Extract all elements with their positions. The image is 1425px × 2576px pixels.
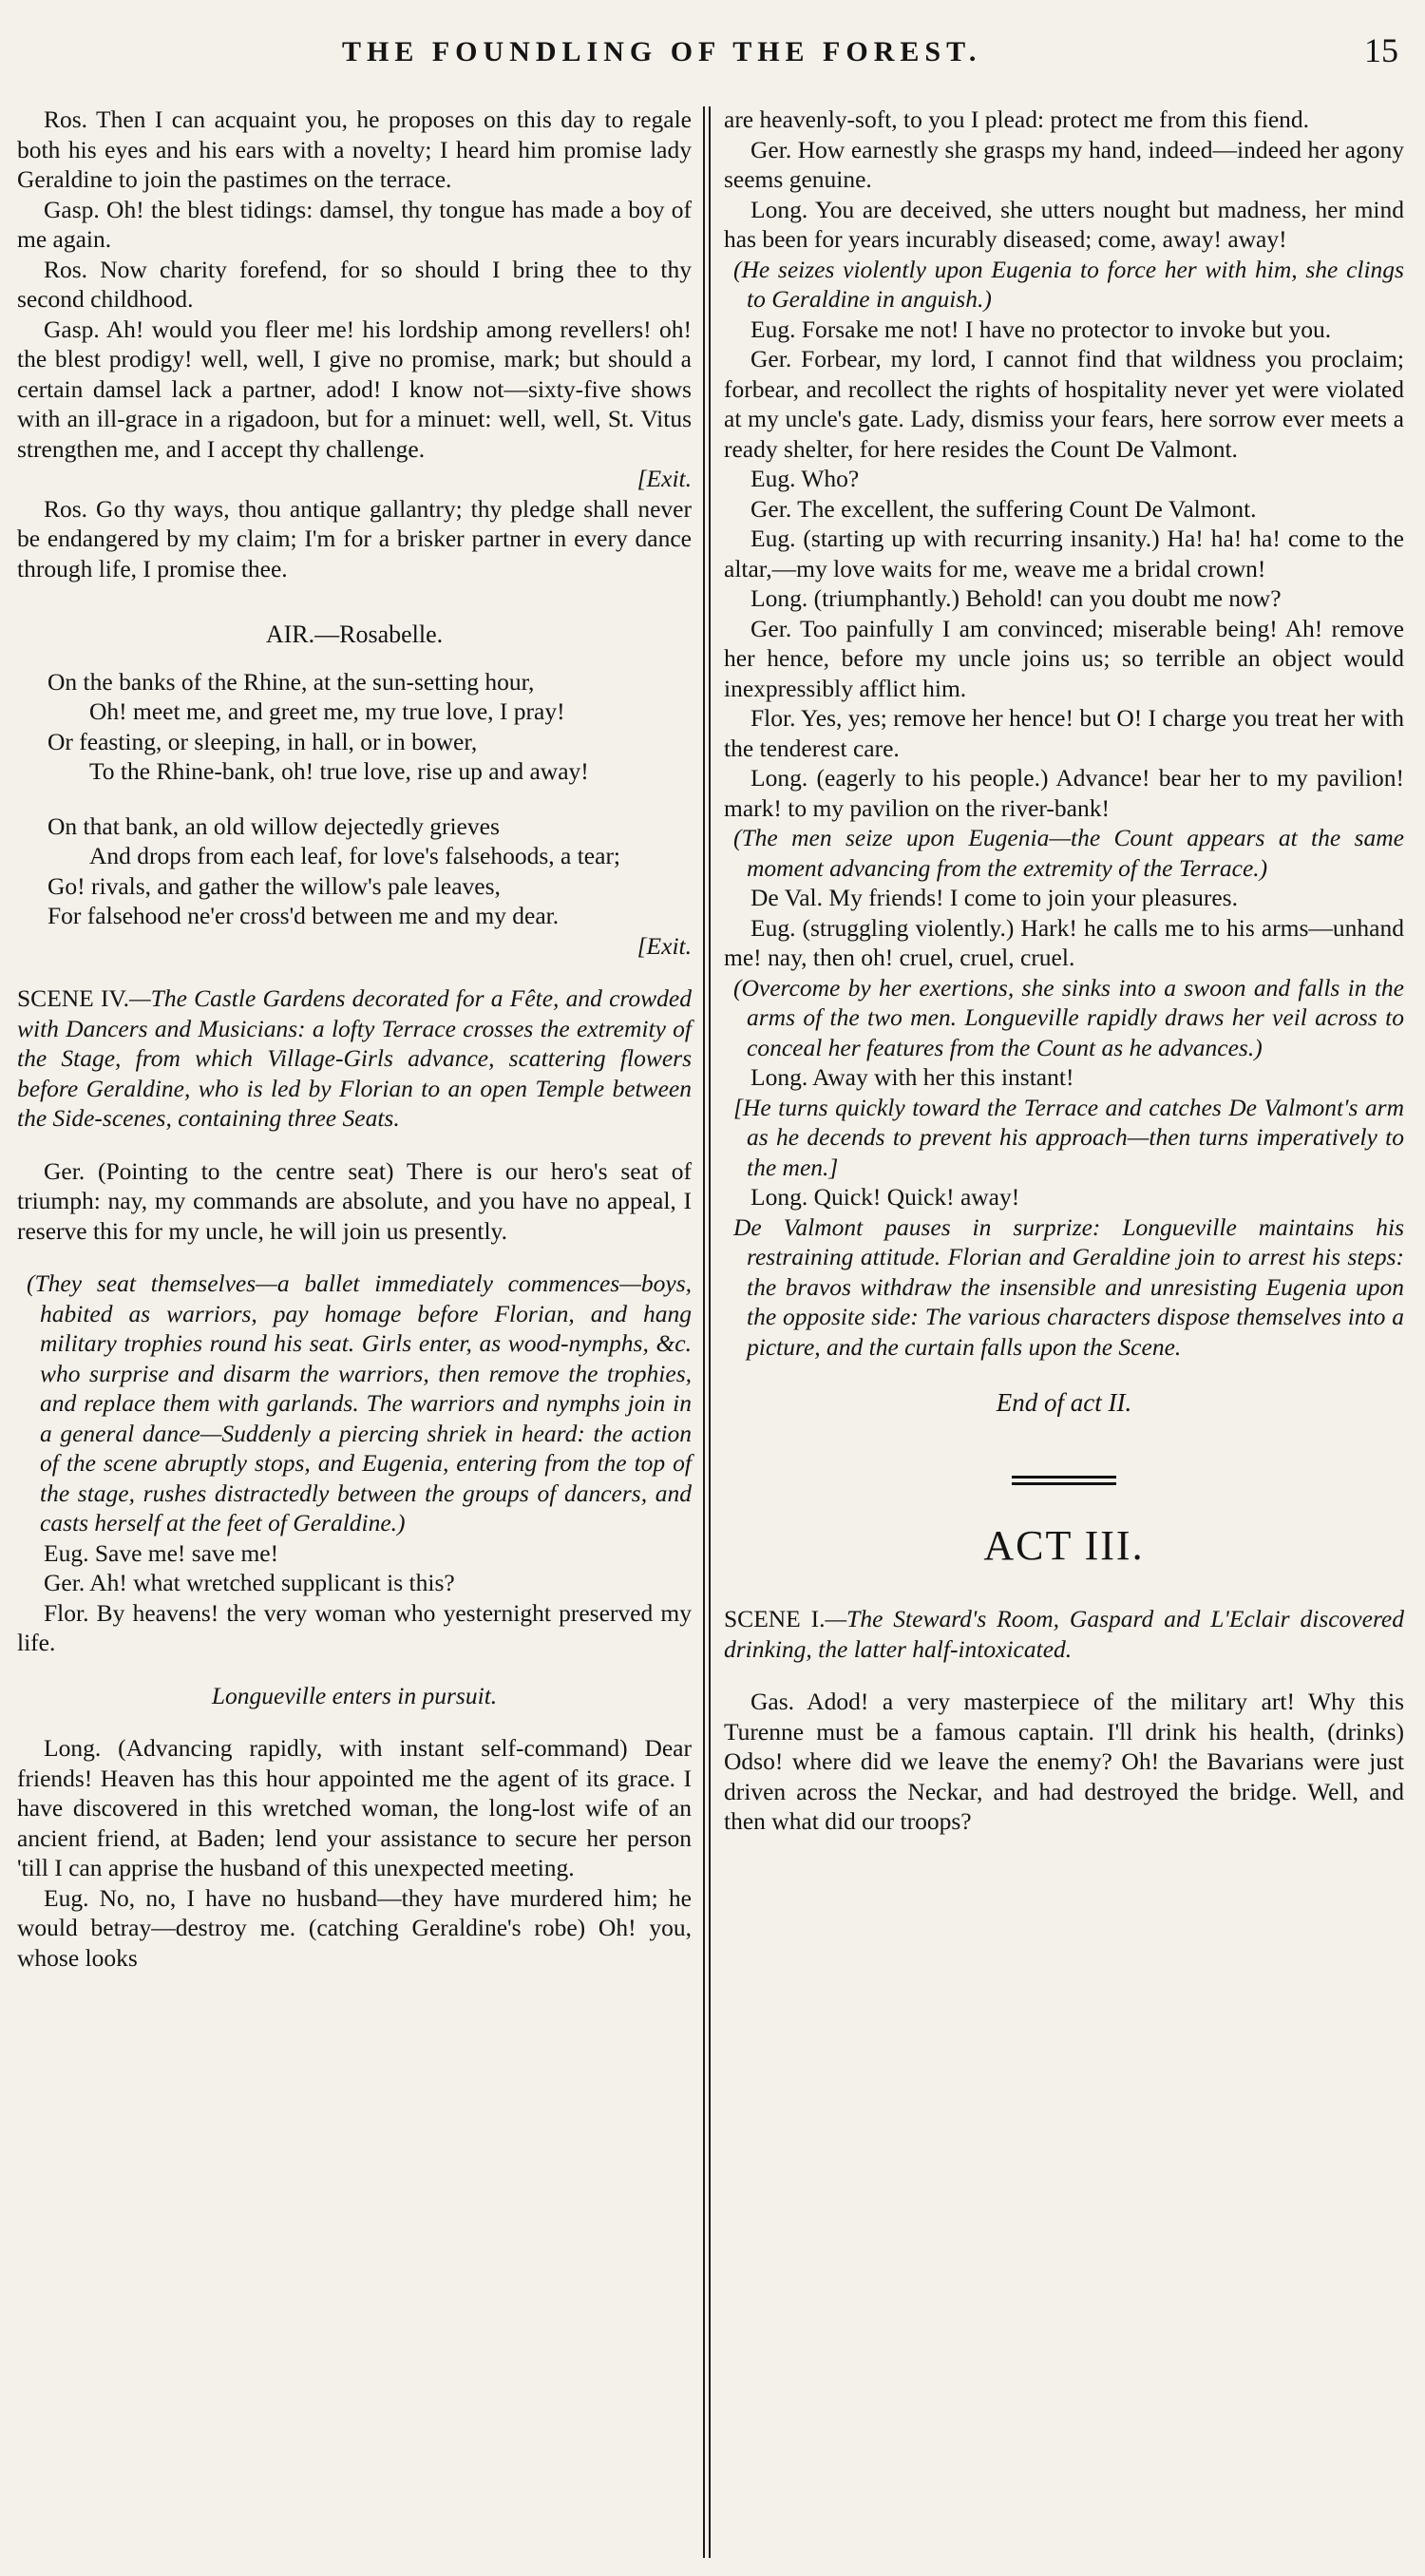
- dialogue-line: Long. (eagerly to his people.) Advance! bear her to my pavilion! mark! to my pavilion on the river-bank!: [724, 764, 1404, 822]
- stage-direction: (They seat themselves—a ballet immediately commences—boys, habited as warriors, pay homage before Florian, and hang military trophies round his seat. Girls enter, as wood-nymphs, &c. who surprise and disarm the warriors, then remove the trophies, and replace them with garlands. The warriors and nymphs join in a general dance—Suddenly a piercing shriek in heard: the action of the scene abruptly stops, and Eugenia, entering from the top of the stage, rushes distractedly between the groups of dancers, and casts herself at the feet of Geraldine.): [27, 1269, 692, 1536]
- verse-line: And drops from each leaf, for love's falsehoods, a tear;: [89, 842, 621, 869]
- act-title: ACT III.: [983, 1521, 1145, 1569]
- stage-direction: (Overcome by her exertions, she sinks into a swoon and falls in the arms of the two men. Longueville rapidly draws her veil across to conceal her features from the Count as he advances.): [733, 973, 1404, 1061]
- scene-heading: [724, 1604, 1404, 1664]
- end-of-act: End of act II.: [996, 1388, 1132, 1417]
- dialogue-line: Ger. Too painfully I am convinced; miserable being! Ah! remove her hence, before my uncle joins us; so terrible an object would inexpressibly afflict him.: [724, 614, 1404, 702]
- exit-direction: [Exit.: [636, 931, 692, 960]
- right-column: [724, 105, 1404, 1837]
- dialogue-line: Eug. (starting up with recurring insanity.) Ha! ha! ha! come to the altar,—my love waits for me, weave me a bridal crown!: [724, 525, 1404, 582]
- left-column: [17, 105, 692, 1973]
- dialogue-line: Eug. Who?: [750, 465, 860, 492]
- dialogue-line: Flor. By heavens! the very woman who yesternight preserved my life.: [17, 1598, 692, 1656]
- dialogue-line: Ros. Go thy ways, thou antique gallantry; thy pledge shall never be endangered by my claim; I'm for a brisker partner in every dance through life, I promise thee.: [17, 494, 692, 582]
- verse-line: Go! rivals, and gather the willow's pale leaves,: [48, 871, 501, 900]
- verse-line: On that bank, an old willow dejectedly grieves: [48, 811, 500, 840]
- scene-number: SCENE I.: [724, 1605, 826, 1632]
- dialogue-line: Flor. Yes, yes; remove her hence! but O! I charge you treat her with the tenderest care.: [724, 704, 1404, 762]
- air-title: AIR.—Rosabelle.: [265, 620, 444, 648]
- dialogue-line: Eug. Forsake me not! I have no protector to invoke but you.: [750, 315, 1332, 343]
- stage-direction: (He seizes violently upon Eugenia to force her with him, she clings to Geraldine in anguish.): [733, 255, 1404, 313]
- stage-direction: (The men seize upon Eugenia—the Count appears at the same moment advancing from the extremity of the Terrace.): [733, 824, 1404, 882]
- verse-line: Oh! meet me, and greet me, my true love, I pray!: [89, 697, 565, 725]
- dialogue-line: Ros. Now charity forefend, for so should I bring thee to thy second childhood.: [17, 255, 692, 313]
- dialogue-line: Ger. How earnestly she grasps my hand, indeed—indeed her agony seems genuine.: [724, 135, 1404, 193]
- scene-heading: [17, 983, 692, 1134]
- ornamental-rule: [1012, 1476, 1116, 1485]
- dialogue-line: De Val. My friends! I come to join your pleasures.: [750, 884, 1238, 911]
- dialogue-line: Ger. The excellent, the suffering Count De Valmont.: [750, 494, 1257, 523]
- exit-direction: [Exit.: [636, 465, 692, 492]
- dialogue-line: Ger. Ah! what wretched supplicant is this?: [44, 1569, 455, 1596]
- dialogue-line: Long. You are deceived, she utters nought but madness, her mind has been for years incurably diseased; come, away! away!: [724, 195, 1404, 253]
- dialogue-line: Eug. (struggling violently.) Hark! he calls me to his arms—unhand me! nay, then oh! cruel, cruel, cruel.: [724, 913, 1404, 971]
- verse-line: Or feasting, or sleeping, in hall, or in bower,: [48, 727, 478, 755]
- dialogue-line: Gasp. Ah! would you fleer me! his lordship among revellers! oh! the blest prodigy! well, well, I give no promise, mark; but should a certain damsel lack a partner, adod! I know not—sixty-five shows with an ill-grace in a rigadoon, but for a minuet: well, well, St. Vitus strengthen me, and I accept thy challenge.: [17, 315, 692, 463]
- dialogue-line: Eug. Save me! save me!: [44, 1538, 279, 1567]
- scene-description: —The Steward's Room, Gaspard and L'Eclair discovered drinking, the latter half-intoxicated.: [724, 1605, 1404, 1663]
- page-header: [0, 30, 1425, 78]
- column-divider: [703, 106, 705, 2558]
- song-stanza: [17, 811, 692, 931]
- verse-line: On the banks of the Rhine, at the sun-setting hour,: [48, 667, 535, 696]
- page-number: 15: [1364, 31, 1398, 69]
- dialogue-line: Eug. No, no, I have no husband—they have murdered him; he would betray—destroy me. (catching Geraldine's robe) Oh! you, whose looks: [17, 1883, 692, 1972]
- running-title: THE FOUNDLING OF THE FOREST.: [342, 36, 982, 67]
- dialogue-line: Gasp. Oh! the blest tidings: damsel, thy tongue has made a boy of me again.: [17, 195, 692, 253]
- dialogue-line: Long. (triumphantly.) Behold! can you doubt me now?: [750, 584, 1282, 612]
- song-stanza: [17, 667, 692, 787]
- stage-direction: [He turns quickly toward the Terrace and catches De Valmont's arm as he decends to prevent his approach—then turns imperatively to the men.]: [733, 1093, 1404, 1181]
- dialogue-line: Ger. (Pointing to the centre seat) There is our hero's seat of triumph: nay, my commands are absolute, and you have no appeal, I reserve this for my uncle, he will join us presently.: [17, 1156, 692, 1245]
- dialogue-line: Gas. Adod! a very masterpiece of the military art! Why this Turenne must be a famous captain. I'll drink his health, (drinks) Odso! where did we leave the enemy? Oh! the Bavarians were just driven across the Neckar, and had destroyed the bridge. Well, and then what did our troops?: [724, 1688, 1404, 1835]
- column-divider: [709, 106, 711, 2558]
- dialogue-line: Long. Quick! Quick! away!: [750, 1183, 1020, 1211]
- verse-line: For falsehood ne'er cross'd between me and my dear.: [48, 902, 560, 929]
- dialogue-line: Ger. Forbear, my lord, I cannot find that wildness you proclaim; forbear, and recollect the rights of hospitality never yet were violated at my uncle's gate. Lady, dismiss your fears, here sorrow ever meets a ready shelter, for here resides the Count De Valmont.: [724, 345, 1404, 463]
- scene-description: —The Castle Gardens decorated for a Fête, and crowded with Dancers and Musicians: a lofty Terrace crosses the extremity of the Stage, from which Village-Girls advance, scattering flowers before Geraldine, who is led by Florian to an open Temple between the Side-scenes, containing three Seats.: [17, 984, 692, 1132]
- dialogue-line: Long. Away with her this instant!: [750, 1063, 1074, 1091]
- scene-number: SCENE IV.: [17, 984, 129, 1012]
- verse-line: To the Rhine-bank, oh! true love, rise up and away!: [89, 757, 589, 785]
- entrance-direction: Longueville enters in pursuit.: [211, 1681, 498, 1709]
- dialogue-line: Ros. Then I can acquaint you, he proposes on this day to regale both his eyes and his ears with a novelty; I heard him promise lady Geraldine to join the pastimes on the terrace.: [17, 105, 692, 193]
- stage-direction: De Valmont pauses in surprize: Longueville maintains his restraining attitude. Florian and Geraldine join to arrest his steps: the bravos withdraw the insensible and unresisting Eugenia upon the opposite side: The various characters dispose themselves into a picture, and the curtain falls upon the Scene.: [733, 1212, 1404, 1361]
- dialogue-line: are heavenly-soft, to you I plead: protect me from this fiend.: [724, 105, 1310, 133]
- dialogue-line: Long. (Advancing rapidly, with instant self-command) Dear friends! Heaven has this hour appointed me the agent of its grace. I have discovered in this wretched woman, the long-lost wife of an ancient friend, at Baden; lend your assistance to secure her person 'till I can apprise the husband of this unexpected meeting.: [17, 1734, 692, 1881]
